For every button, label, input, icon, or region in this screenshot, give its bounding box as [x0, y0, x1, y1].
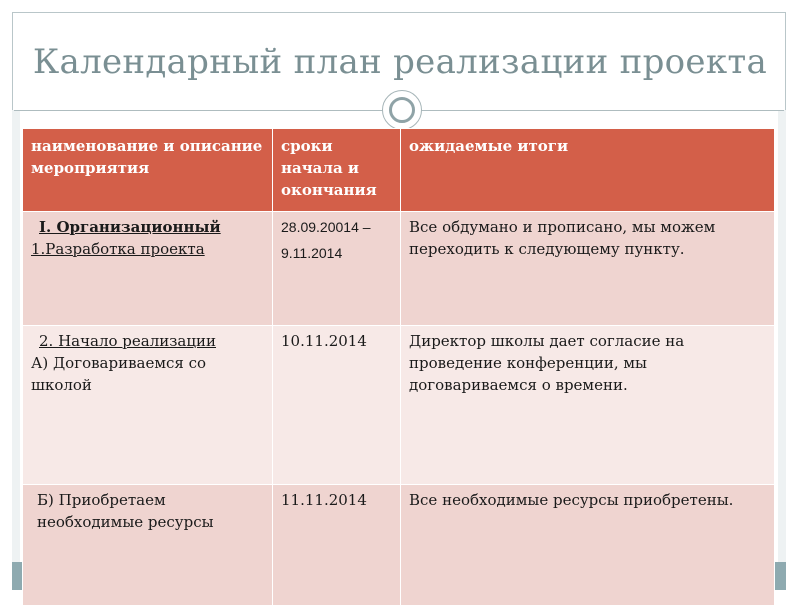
dates-cell: 11.11.2014 — [273, 485, 401, 606]
result-cell: Все обдумано и прописано, мы можем переходить к следующему пункту. — [401, 212, 775, 326]
slide-side-strip-left — [12, 110, 20, 590]
stage-title: I. Организационный — [39, 218, 221, 236]
task-text: А) Договариваемся со школой — [31, 354, 207, 394]
table-row — [23, 326, 775, 485]
table-row — [23, 212, 775, 326]
task-text: 1.Разработка проекта — [31, 240, 205, 258]
activity-cell — [23, 212, 273, 326]
task-text: Б) Приобретаем необходимые ресурсы — [37, 491, 214, 531]
dates-cell: 10.11.2014 — [273, 326, 401, 485]
circle-ornament-ring — [389, 97, 415, 123]
stage-title: 2. Начало реализации — [39, 332, 217, 350]
date-start: 28.09.20014 – — [281, 219, 371, 235]
slide-side-strip-right — [778, 110, 786, 590]
header-results: ожидаемые итоги — [401, 129, 775, 212]
dates-cell — [273, 212, 401, 326]
activity-cell — [23, 326, 273, 485]
activity-cell — [23, 485, 273, 606]
header-activity: наименование и описание мероприятия — [23, 129, 273, 212]
date-end: 9.11.2014 — [281, 245, 343, 261]
result-cell: Директор школы дает согласие на проведение конференции, мы договариваемся о времени. — [401, 326, 775, 485]
slide-title: Календарный план реализации проекта — [32, 42, 768, 82]
result-cell: Все необходимые ресурсы приобретены. — [401, 485, 775, 606]
circle-ornament-icon — [382, 90, 422, 130]
table-row — [23, 485, 775, 606]
table-header-row — [23, 129, 775, 212]
project-plan-table — [22, 128, 775, 606]
header-dates: сроки начала и окончания — [273, 129, 401, 212]
